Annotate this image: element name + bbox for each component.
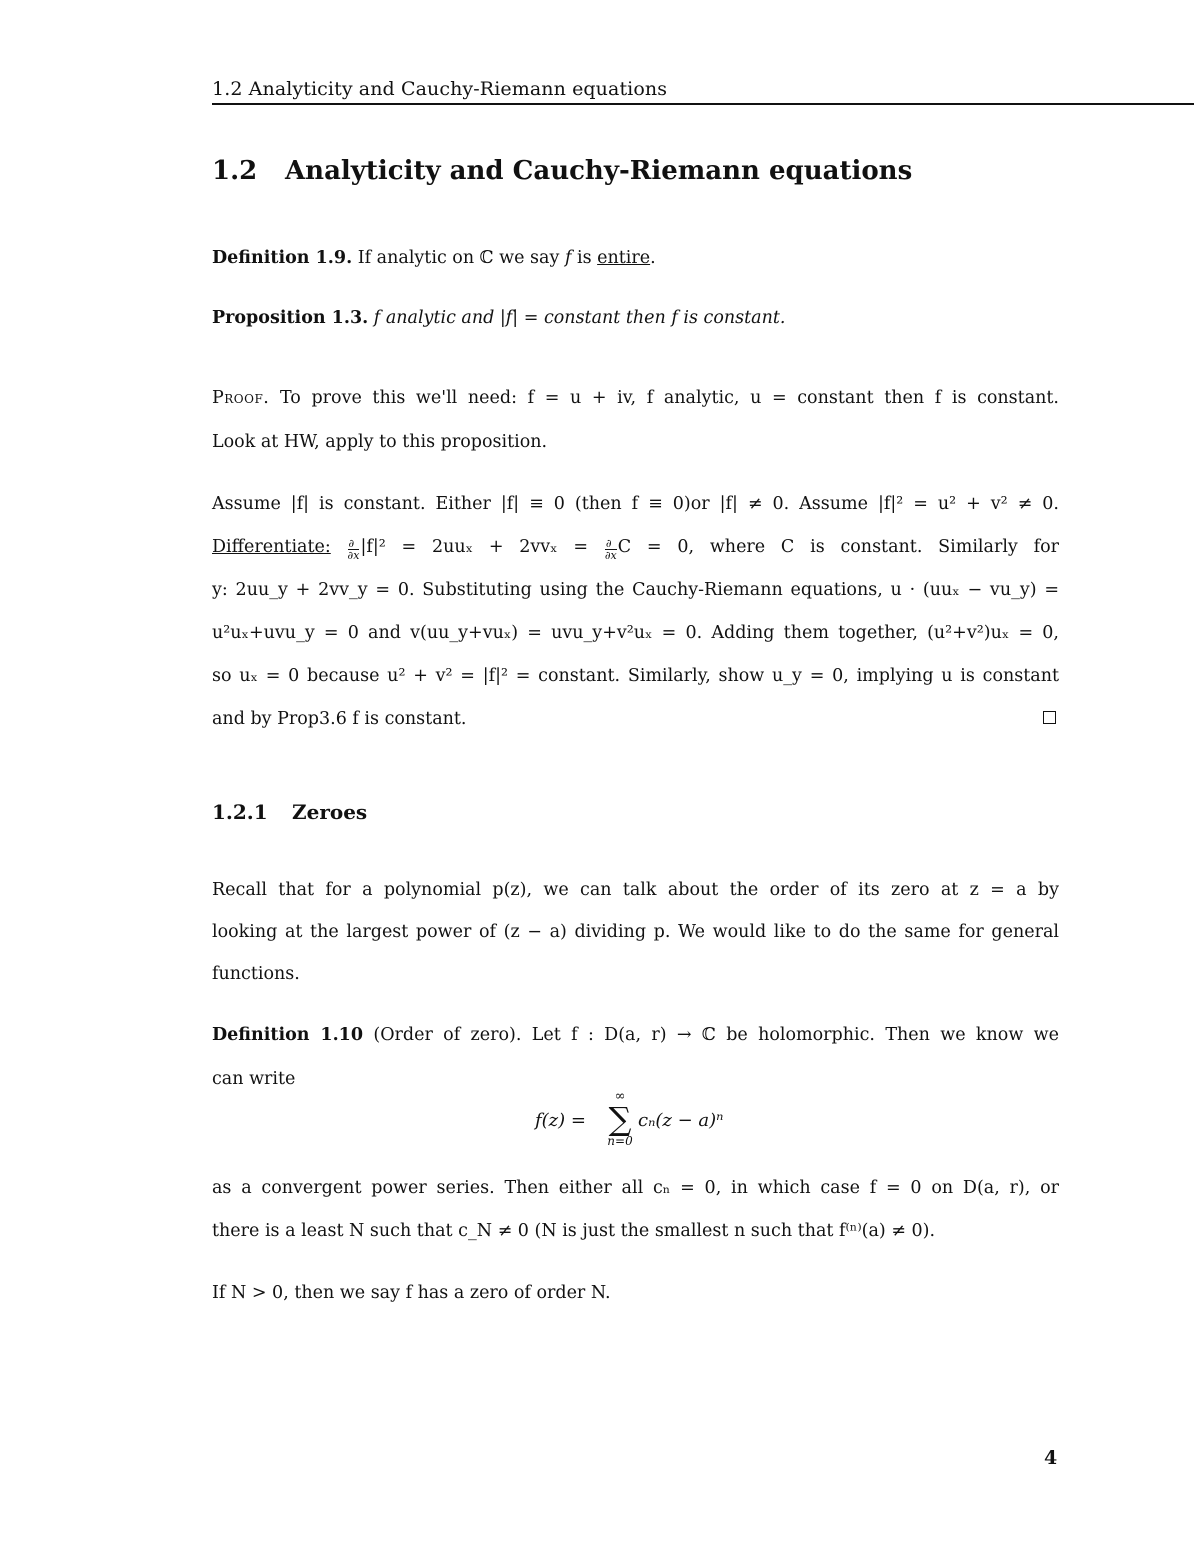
proof-line-6: u²uₓ+uvu_y = 0 and v(uu_y+vuₓ) = uvu_y+v²uₓ = 0. Adding them together, (u²+v²)uₓ = 0, [212, 623, 1059, 643]
subsection-title-text: Zeroes [292, 800, 368, 824]
definition-1-9 [212, 248, 1059, 268]
subsection-number: 1.2.1 [212, 800, 268, 824]
section-title [212, 156, 1059, 186]
definition-end: . [650, 248, 656, 268]
fraction-denominator: ∂x [347, 549, 360, 562]
proof-line-3: Assume |f| is constant. Either |f| ≡ 0 (then f ≡ 0)or |f| ≠ 0. Assume |f|² = u² + v² ≠ 0. [212, 494, 1059, 514]
sigma-symbol: ∑ [608, 1100, 632, 1138]
zeroes-line-1: Recall that for a polynomial p(z), we can talk about the order of its zero at z = a by [212, 880, 1059, 900]
definition-text: Let f : D(a, r) → ℂ be holomorphic. Then we know we [521, 1025, 1059, 1045]
proof-line-8: and by Prop3.6 f is constant. [212, 709, 467, 729]
definition-label: Definition 1.9. [212, 248, 353, 268]
definition-1-10-line-1 [212, 1025, 1059, 1045]
proposition-1-3 [212, 308, 1059, 328]
definition-1-10-line-2: can write [212, 1069, 296, 1089]
proof-line-2: Look at HW, apply to this proposition. [212, 432, 548, 452]
sum-upper-limit: ∞ [614, 1089, 626, 1104]
definition-label: Definition 1.10 [212, 1025, 364, 1045]
proof-line-5: y: 2uu_y + 2vv_y = 0. Substituting using the Cauchy-Riemann equations, u · (uuₓ − vu_y) = [212, 580, 1059, 600]
after-equation-line-2: there is a least N such that c_N ≠ 0 (N is just the smallest n such that f⁽ⁿ⁾(a) ≠ 0). [212, 1221, 936, 1241]
proof-label: Proof. [212, 388, 270, 408]
equation-rhs: cₙ(z − a)ⁿ [638, 1110, 724, 1131]
sum-lower-limit: n=0 [607, 1134, 633, 1148]
zeroes-line-2: looking at the largest power of (z − a) dividing p. We would like to do the same for general [212, 922, 1059, 942]
fraction-denominator: ∂x [604, 549, 617, 562]
definition-text: is [571, 248, 598, 268]
section-title-text: Analyticity and Cauchy-Riemann equations [285, 156, 913, 186]
defined-term: entire [597, 248, 651, 268]
math-f: f [564, 248, 572, 268]
proof-line-7: so uₓ = 0 because u² + v² = |f|² = constant. Similarly, show u_y = 0, implying u is constant [212, 666, 1059, 686]
equation-lhs: f(z) = [535, 1110, 586, 1131]
zeroes-line-3: functions. [212, 964, 300, 984]
differentiate-label: Differentiate: [212, 537, 331, 557]
section-number: 1.2 [212, 156, 258, 186]
proof-text: To prove this we'll need: f = u + iv, f analytic, u = constant then f is constant. [269, 388, 1059, 408]
final-line: If N > 0, then we say f has a zero of order N. [212, 1283, 611, 1303]
definition-name: (Order of zero). [363, 1025, 522, 1045]
running-head: 1.2 Analyticity and Cauchy-Riemann equations [212, 78, 668, 100]
proof-line-4 [212, 537, 1059, 561]
power-series-equation [535, 1090, 835, 1160]
partial-fraction [605, 538, 617, 561]
proposition-statement: f analytic and |f| = constant then f is constant. [368, 308, 786, 328]
proof-text: |f|² = 2uuₓ + 2vvₓ = [360, 537, 604, 557]
header-rule [212, 103, 1194, 105]
partial-fraction [348, 538, 360, 561]
page-number: 4 [1044, 1447, 1058, 1469]
after-equation-line-1: as a convergent power series. Then either all cₙ = 0, in which case f = 0 on D(a, r), or [212, 1178, 1059, 1198]
proof-line-1 [212, 388, 1059, 408]
summation [605, 1090, 635, 1148]
fraction-numerator: ∂ [605, 538, 617, 550]
subsection-title [212, 800, 1059, 824]
proof-text: C = 0, where C is constant. Similarly for [617, 537, 1059, 557]
qed-square-icon [1043, 711, 1056, 724]
definition-text: If analytic on ℂ we say [352, 248, 565, 268]
proposition-label: Proposition 1.3. [212, 308, 369, 328]
fraction-numerator: ∂ [348, 538, 360, 550]
